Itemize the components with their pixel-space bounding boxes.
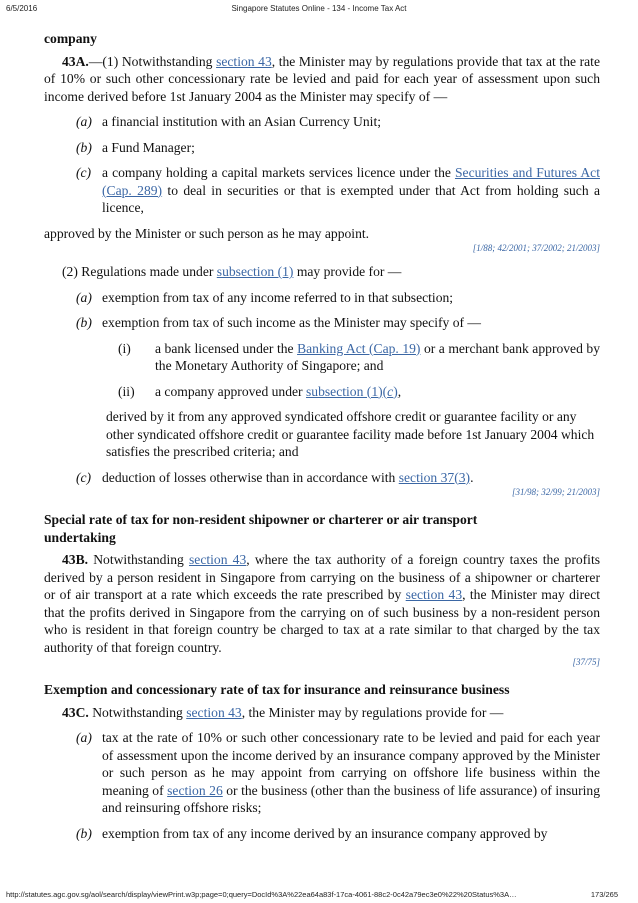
legislative-history: [31/98; 32/99; 21/2003]: [511, 487, 600, 497]
section-number: 43C.: [62, 704, 89, 720]
link-section-43[interactable]: section 43: [405, 587, 463, 602]
list-item-a: (a) a financial institution with an Asian Currency Unit;: [76, 114, 381, 129]
list-item-2c: (c) deduction of losses otherwise than in accordance with section 37(3).: [76, 469, 474, 485]
link-subsection-1c[interactable]: subsection (1)(c): [306, 383, 398, 399]
print-footer: [0, 888, 638, 902]
link-banking-act[interactable]: Banking Act (Cap. 19): [297, 340, 421, 356]
section-number: 43B.: [62, 552, 89, 567]
list-item-b: (b) a Fund Manager;: [76, 139, 195, 155]
section-43b-body: 43B. Notwithstanding section 43, where the tax authority of a foreign country taxes the profits derived by a person resident in Singapore from carrying on the business of a shipowner or charterer or of air transport at a rate which exceeds the rate prescribed by section 43, the Minister may direct that the profits derived in Singapore from the carrying on of such business by a non-resident person who is resident in that foreign country be charged to tax at a rate similar to that charged by the tax authority of that foreign country.: [44, 552, 601, 655]
list-item-43c-a: (a) tax at the rate of 10% or such other concessionary rate to be levied and paid for each year of assessment upon the income derived by an insurance company approved by the Minister or such person as he may appoint from carrying on offshore life business within the meaning of section 26 or the business (other than the business of life assurance) of insuring and reinsuring offshore risks;: [76, 730, 600, 815]
section-43a-subsection-1: 43A.—(1) Notwithstanding section 43, the Minister may by regulations provide that tax at the rate of 10% or such other concessionary rate be levied and paid for each year of assessment upon such income derived before 1st January 2004 as the Minister may specify of —: [44, 53, 600, 104]
print-header: [0, 0, 638, 16]
print-title: Singapore Statutes Online - 134 - Income Tax Act: [231, 4, 407, 13]
section-heading-tail: company: [44, 31, 97, 46]
section-43b-heading: Special rate of tax for non-resident shipowner or charterer or air transport undertaking: [44, 512, 478, 545]
list-item-c: (c) a company holding a capital markets services licence under the Securities and Futures Act (Cap. 289) to deal in securities or that is exempted under that Act from holding such a licence,: [76, 165, 600, 215]
section-43a-subsection-2: (2) Regulations made under subsection (1) may provide for —: [62, 264, 402, 279]
section-number: 43A.: [62, 53, 89, 69]
link-section-26[interactable]: section 26: [167, 782, 223, 798]
page-url: http://statutes.agc.gov.sg/aol/search/display/viewPrint.w3p;page=0;query=DocId%3A%22ea64a83f-17ca-4061-88c2-0c42a79ec3e0%22%20Status%3A…: [6, 890, 517, 899]
statute-content: [44, 30, 600, 842]
link-section-43[interactable]: section 43: [216, 53, 272, 69]
print-date: 6/5/2016: [6, 4, 38, 13]
legislative-history: [37/75]: [572, 657, 600, 667]
derived-clause: derived by it from any approved syndicated offshore credit or guarantee facility or any other syndicated offshore credit or guarantee facility made before 1st January 2004 which satisfies the prescribed criteria; and: [106, 409, 595, 459]
link-section-37-3[interactable]: section 37(3): [398, 469, 471, 485]
legislative-history: [1/88; 42/2001; 37/2002; 21/2003]: [472, 243, 600, 253]
link-subsection-1[interactable]: subsection (1): [216, 264, 294, 279]
list-item-2b: (b) exemption from tax of such income as the Minister may specify of —: [76, 315, 482, 330]
approved-clause: approved by the Minister or such person as he may appoint.: [44, 225, 370, 241]
list-item-2b-ii: (ii) a company approved under subsection (1)(c),: [118, 383, 402, 399]
list-item-2b-i: (i) a bank licensed under the Banking Act (Cap. 19) or a merchant bank approved by the Monetary Authority of Singapore; and: [118, 340, 600, 373]
list-item-2a: (a) exemption from tax of any income referred to in that subsection;: [76, 289, 454, 305]
section-43c-heading: Exemption and concessionary rate of tax for insurance and reinsurance business: [44, 682, 510, 697]
list-item-43c-b: (b) exemption from tax of any income derived by an insurance company approved by: [76, 825, 548, 841]
section-43c-body: 43C. Notwithstanding section 43, the Minister may by regulations provide for —: [62, 704, 504, 720]
link-section-43[interactable]: section 43: [186, 704, 242, 720]
page-number: 173/265: [590, 890, 618, 899]
link-section-43[interactable]: section 43: [189, 552, 247, 567]
link-securities-futures-act[interactable]: Securities and Futures Act (Cap. 289): [102, 165, 600, 198]
